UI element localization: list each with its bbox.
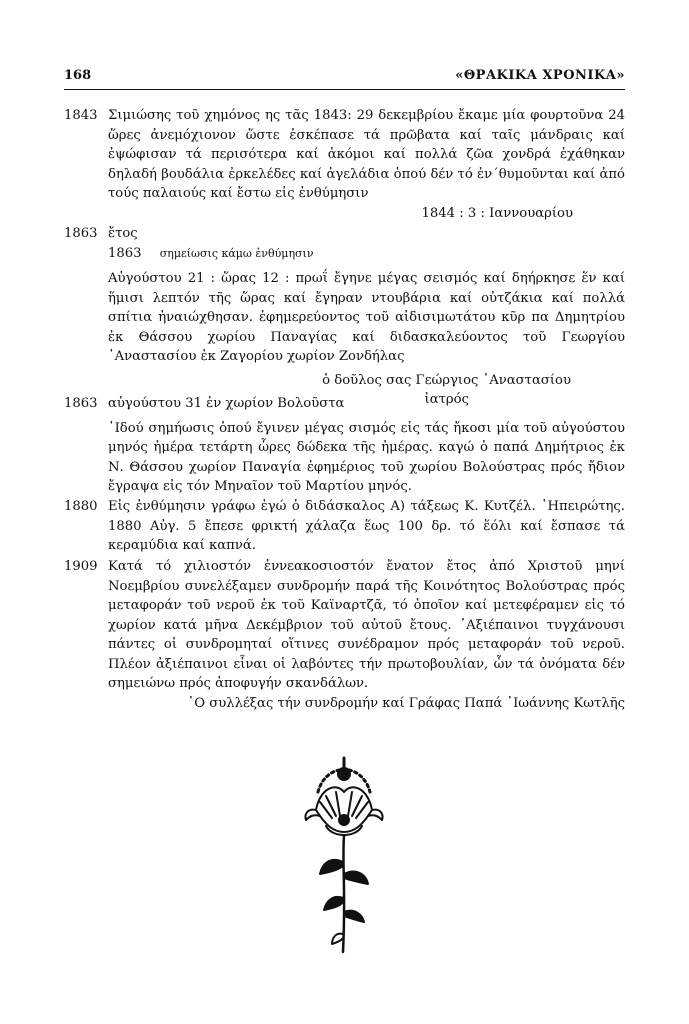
header-rule: [64, 89, 625, 90]
entry-text: ᾿Ιδού σημήωσις ὁπού ἔγινεν μέγας σισμός εἰς τάς ἤκοσι μία τοῦ αὐγούστου μηνός ἡμέρα τετάρτη ὧρες δώδεκα τῆς ἡμέρας. καγώ ὁ παπά Δημήτριος ἐκ Ν. Θάσσου χωρίον Παναγία ἐφημέριος τοῦ χωρίου Βολούστρας πρός ἤδιον ἔγραψα εἰς τόν Μηναῖον τοῦ Μαρτίου μηνός.: [108, 420, 625, 494]
journal-title: «ΘΡΑΚΙΚΑ ΧΡΟΝΙΚΑ»: [455, 68, 625, 83]
entry-signature: ὁ δοῦλος σας Γεώργιος ῾Αναστασίου: [322, 372, 571, 388]
entry-1880: [64, 497, 625, 556]
entry-text: Κατά τό χιλιοστόν ἐννεακοσιοστόν ἔνατον ἔτος ἀπό Χριστοῦ μηνί Νοεμβρίου συνελέξαμεν συνδρομήν παρά τῆς Κοινότητος Βολούστρας πρός μεταφοράν τοῦ νεροῦ ἐκ τοῦ Καϊναρτζᾶ, τό ὁποῖον καί μετεφέραμεν εἰς τό χωρίον κατά μῆνα Δεκέμβριον τοῦ αὐτοῦ ἔτους. ᾿Αξιέπαινοι τυγχάνουσι πάντες οἱ συνδρομηταί οἵτινες συνέδραμον πρός μεταφοράν τοῦ νεροῦ. Πλέον ἀξιέπαινοι εἶναι οἱ λαβόντες τήν πρωτοβουλίαν, ὧν τά ὀνόματα δέν σημειώνω πρός ἀποφυγήν σκανδάλων.: [108, 559, 625, 691]
entry-signature-title: ἰατρός: [424, 392, 469, 407]
entry-1863-volousta: [64, 394, 625, 497]
entry-heading: ἔτος: [108, 226, 138, 241]
page-number: 168: [64, 68, 92, 83]
entry-1843: [64, 106, 625, 223]
entry-text: Αὐγούστου 21 : ὥρας 12 : πρωΐ ἔγηνε μέγας σεισμός καί δηήρκησε ἕν καί ἥμισι λεπτόν τῆς ὥρας καί ἔγηραν ντουβάρια καί οὐτζάκια καί πολλά σπίτια ἠναιώχθησαν. ἐφημερεύοντος τοῦ αἰδισιμωτάτου κῦρ πα Δημητρίου ἐκ Θάσσου χωρίου Παναγίας καί διδασκαλεύοντος τοῦ Γεωργίου ᾿Αναστασίου ἐκ Ζαγορίου χωρίον Ζονδήλας: [108, 271, 625, 364]
entry-sub-year: 1863: [108, 245, 142, 261]
entry-1909: [64, 557, 625, 713]
entry-text: Εἰς ἐνθύμησιν γράφω ἐγώ ὁ διδάσκαλος Α) τάξεως Κ. Κυτζέλ. ῾Ηπειρώτης. 1880 Αὐγ. 5 ἔπεσε φρικτή χάλαζα ἕως 100 δρ. τό ἕόλι καί ἔσπασε τά κεραμύδια καί καπνά.: [108, 499, 625, 553]
entry-subheading: [108, 244, 625, 264]
entry-year: 1843: [64, 108, 98, 123]
entry-year: 1880: [64, 499, 98, 514]
running-header: [64, 68, 625, 90]
entry-heading: αὐγούστου 31 ἐν χωρίον Βολοῦστα: [108, 396, 345, 411]
entry-year: 1863: [64, 226, 98, 241]
entry-sub-text: σημείωσις κάμω ἐνθύμησιν: [159, 246, 314, 260]
entry-year: 1863: [64, 396, 98, 411]
entry-1863-earthquake: [64, 224, 625, 410]
flower-vignette-icon: [296, 752, 392, 958]
entry-signature: ῾Ο συλλέξας τήν συνδρομήν καί Γράφας Παπά ᾿Ιωάννης Κωτλῆς: [187, 695, 625, 711]
entry-year: 1909: [64, 559, 98, 574]
entry-date-line: 1844 : 3 : Ιαννουαρίου: [421, 205, 573, 221]
entry-text: Σιμιώσης τοῦ χημόνος ης τᾶς 1843: 29 δεκεμβρίου ἔκαμε μία φουρτοῦνα 24 ὥρες ἀνεμόχιονον ὥστε ἐσκέπασε τά πρῶβατα καί ταῖς μάνδραις καί ἐψώφισαν τά περισότερα καί ἀκόμοι καί πολλά ζῶα χονδρά ἐχάθηκαν δηλαδή βουδάλια ἐρκελέδες καί ἀγελάδια ὁπού δέν τό ἐν΄θυμοῦνται καί ἀπό τούς παλαιούς καί ἔστω εἰς ἐνθύμησιν: [108, 108, 625, 201]
